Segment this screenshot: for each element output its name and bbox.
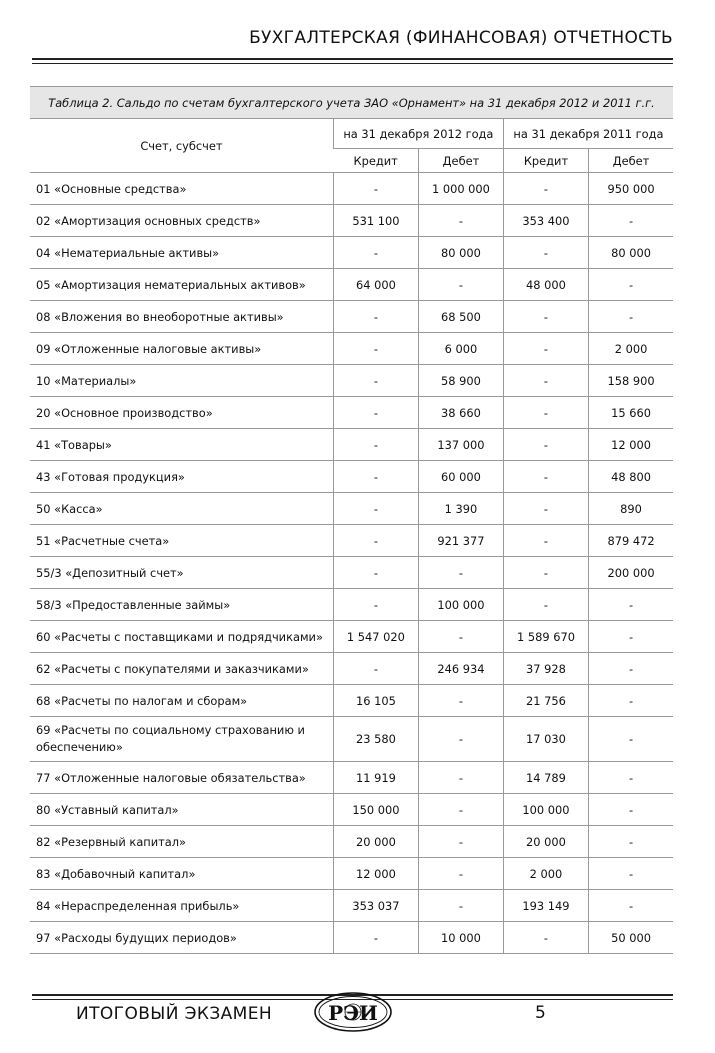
table-row	[30, 525, 673, 557]
credit-2012-cell: 353 037	[333, 890, 418, 922]
debit-2012-cell: -	[418, 717, 503, 762]
debit-2012-cell: 246 934	[418, 653, 503, 685]
account-cell: 82 «Резервный капитал»	[30, 826, 333, 858]
debit-2012-cell: 137 000	[418, 429, 503, 461]
period-2011-header: на 31 декабря 2011 года	[503, 119, 673, 149]
debit-2011-cell: -	[589, 826, 673, 858]
account-cell: 68 «Расчеты по налогам и сборам»	[30, 685, 333, 717]
debit-2012-header: Дебет	[418, 149, 503, 173]
debit-2011-cell: -	[589, 685, 673, 717]
account-cell: 97 «Расходы будущих периодов»	[30, 922, 333, 954]
table-row	[30, 397, 673, 429]
account-cell: 83 «Добавочный капитал»	[30, 858, 333, 890]
debit-2012-cell: 6 000	[418, 333, 503, 365]
table-row	[30, 717, 673, 762]
account-cell: 20 «Основное производство»	[30, 397, 333, 429]
table-row	[30, 461, 673, 493]
header-rule	[32, 58, 673, 66]
credit-2011-cell: -	[503, 365, 588, 397]
debit-2012-cell: -	[418, 621, 503, 653]
credit-2012-cell: -	[333, 429, 418, 461]
credit-2012-cell: -	[333, 173, 418, 205]
credit-2012-cell: 16 105	[333, 685, 418, 717]
credit-2011-cell: -	[503, 922, 588, 954]
table-row	[30, 890, 673, 922]
account-cell: 01 «Основные средства»	[30, 173, 333, 205]
table-row	[30, 621, 673, 653]
debit-2011-cell: 200 000	[589, 557, 673, 589]
account-cell: 10 «Материалы»	[30, 365, 333, 397]
debit-2012-cell: -	[418, 685, 503, 717]
debit-2012-cell: 60 000	[418, 461, 503, 493]
account-cell: 43 «Готовая продукция»	[30, 461, 333, 493]
debit-2011-cell: -	[589, 301, 673, 333]
credit-2012-cell: -	[333, 557, 418, 589]
credit-2012-cell: 12 000	[333, 858, 418, 890]
credit-2011-cell: -	[503, 525, 588, 557]
credit-2012-cell: 64 000	[333, 269, 418, 301]
table-row	[30, 858, 673, 890]
table-row	[30, 301, 673, 333]
debit-2011-cell: 950 000	[589, 173, 673, 205]
account-cell: 80 «Уставный капитал»	[30, 794, 333, 826]
debit-2011-cell: -	[589, 858, 673, 890]
account-cell: 55/3 «Депозитный счет»	[30, 557, 333, 589]
account-cell: 62 «Расчеты с покупателями и заказчиками»	[30, 653, 333, 685]
account-cell: 50 «Касса»	[30, 493, 333, 525]
debit-2011-cell: -	[589, 794, 673, 826]
debit-2011-cell: 879 472	[589, 525, 673, 557]
debit-2012-cell: -	[418, 269, 503, 301]
debit-2011-cell: 2 000	[589, 333, 673, 365]
account-cell: 05 «Амортизация нематериальных активов»	[30, 269, 333, 301]
account-cell: 60 «Расчеты с поставщиками и подрядчиками»	[30, 621, 333, 653]
credit-2012-cell: 20 000	[333, 826, 418, 858]
debit-2012-cell: 80 000	[418, 237, 503, 269]
debit-2012-cell: 100 000	[418, 589, 503, 621]
account-cell: 09 «Отложенные налоговые активы»	[30, 333, 333, 365]
svg-text:РЭИ: РЭИ	[328, 1001, 378, 1025]
debit-2012-cell: -	[418, 826, 503, 858]
credit-2011-cell: 353 400	[503, 205, 588, 237]
account-cell: 08 «Вложения во внеоборотные активы»	[30, 301, 333, 333]
account-cell: 02 «Амортизация основных средств»	[30, 205, 333, 237]
debit-2012-cell: 68 500	[418, 301, 503, 333]
table-row	[30, 922, 673, 954]
credit-2011-cell: 2 000	[503, 858, 588, 890]
table-caption: Таблица 2. Сальдо по счетам бухгалтерского учета ЗАО «Орнамент» на 31 декабря 2012 и 2011 г.г.	[30, 87, 673, 119]
debit-2011-cell: 158 900	[589, 365, 673, 397]
table-row	[30, 365, 673, 397]
credit-2011-cell: 37 928	[503, 653, 588, 685]
debit-2011-cell: 50 000	[589, 922, 673, 954]
debit-2012-cell: -	[418, 557, 503, 589]
credit-2011-cell: 14 789	[503, 762, 588, 794]
table-row	[30, 653, 673, 685]
table-row	[30, 493, 673, 525]
credit-2012-cell: -	[333, 365, 418, 397]
credit-2012-cell: 1 547 020	[333, 621, 418, 653]
credit-2012-cell: -	[333, 461, 418, 493]
credit-2011-cell: -	[503, 397, 588, 429]
account-cell: 84 «Нераспределенная прибыль»	[30, 890, 333, 922]
account-cell: 77 «Отложенные налоговые обязательства»	[30, 762, 333, 794]
table-row	[30, 794, 673, 826]
table-row	[30, 205, 673, 237]
debit-2012-cell: 10 000	[418, 922, 503, 954]
debit-2011-cell: -	[589, 653, 673, 685]
debit-2011-header: Дебет	[589, 149, 673, 173]
debit-2011-cell: -	[589, 621, 673, 653]
account-cell: 51 «Расчетные счета»	[30, 525, 333, 557]
credit-2011-cell: -	[503, 333, 588, 365]
debit-2012-cell: 38 660	[418, 397, 503, 429]
account-cell: 69 «Расчеты по социальному страхованию и обеспечению»	[30, 717, 333, 762]
credit-2012-cell: 23 580	[333, 717, 418, 762]
credit-2012-cell: 11 919	[333, 762, 418, 794]
credit-2012-cell: -	[333, 653, 418, 685]
table-row	[30, 762, 673, 794]
credit-2012-cell: 531 100	[333, 205, 418, 237]
account-cell: 04 «Нематериальные активы»	[30, 237, 333, 269]
table-row	[30, 826, 673, 858]
period-2012-header: на 31 декабря 2012 года	[333, 119, 503, 149]
credit-2011-cell: 1 589 670	[503, 621, 588, 653]
credit-2012-cell: -	[333, 922, 418, 954]
credit-2012-header: Кредит	[333, 149, 418, 173]
credit-2012-cell: -	[333, 333, 418, 365]
debit-2012-cell: 1 390	[418, 493, 503, 525]
credit-2011-cell: -	[503, 237, 588, 269]
credit-2011-cell: -	[503, 173, 588, 205]
credit-2011-cell: 193 149	[503, 890, 588, 922]
debit-2011-cell: -	[589, 269, 673, 301]
credit-2012-cell: -	[333, 493, 418, 525]
credit-2011-cell: 20 000	[503, 826, 588, 858]
debit-2012-cell: -	[418, 858, 503, 890]
account-cell: 41 «Товары»	[30, 429, 333, 461]
debit-2012-cell: 1 000 000	[418, 173, 503, 205]
debit-2012-cell: -	[418, 890, 503, 922]
credit-2011-header: Кредит	[503, 149, 588, 173]
table-row	[30, 333, 673, 365]
credit-2011-cell: -	[503, 429, 588, 461]
table-row	[30, 685, 673, 717]
table-row	[30, 557, 673, 589]
credit-2011-cell: 17 030	[503, 717, 588, 762]
debit-2011-cell: 48 800	[589, 461, 673, 493]
page-number: 5	[535, 1003, 546, 1023]
debit-2011-cell: -	[589, 589, 673, 621]
credit-2012-cell: -	[333, 301, 418, 333]
debit-2012-cell: -	[418, 794, 503, 826]
credit-2011-cell: -	[503, 557, 588, 589]
credit-2011-cell: -	[503, 493, 588, 525]
table-row	[30, 589, 673, 621]
page-header-title: БУХГАЛТЕРСКАЯ (ФИНАНСОВАЯ) ОТЧЕТНОСТЬ	[249, 28, 673, 48]
account-column-header: Счет, субсчет	[30, 119, 333, 173]
debit-2012-cell: -	[418, 205, 503, 237]
credit-2012-cell: -	[333, 589, 418, 621]
debit-2011-cell: 15 660	[589, 397, 673, 429]
debit-2011-cell: -	[589, 890, 673, 922]
table-row	[30, 429, 673, 461]
credit-2012-cell: -	[333, 397, 418, 429]
credit-2011-cell: -	[503, 461, 588, 493]
debit-2012-cell: 921 377	[418, 525, 503, 557]
debit-2011-cell: -	[589, 717, 673, 762]
table-row	[30, 269, 673, 301]
table-row	[30, 237, 673, 269]
debit-2011-cell: 890	[589, 493, 673, 525]
table-row	[30, 173, 673, 205]
balance-table	[30, 86, 673, 954]
credit-2011-cell: 100 000	[503, 794, 588, 826]
credit-2011-cell: 21 756	[503, 685, 588, 717]
credit-2011-cell: -	[503, 589, 588, 621]
debit-2011-cell: 80 000	[589, 237, 673, 269]
credit-2012-cell: -	[333, 525, 418, 557]
rfei-logo-icon	[311, 990, 395, 1034]
account-cell: 58/3 «Предоставленные займы»	[30, 589, 333, 621]
credit-2011-cell: 48 000	[503, 269, 588, 301]
debit-2012-cell: 58 900	[418, 365, 503, 397]
credit-2012-cell: -	[333, 237, 418, 269]
credit-2011-cell: -	[503, 301, 588, 333]
debit-2011-cell: -	[589, 762, 673, 794]
debit-2012-cell: -	[418, 762, 503, 794]
credit-2012-cell: 150 000	[333, 794, 418, 826]
debit-2011-cell: -	[589, 205, 673, 237]
debit-2011-cell: 12 000	[589, 429, 673, 461]
footer-exam-label: ИТОГОВЫЙ ЭКЗАМЕН	[76, 1004, 273, 1024]
